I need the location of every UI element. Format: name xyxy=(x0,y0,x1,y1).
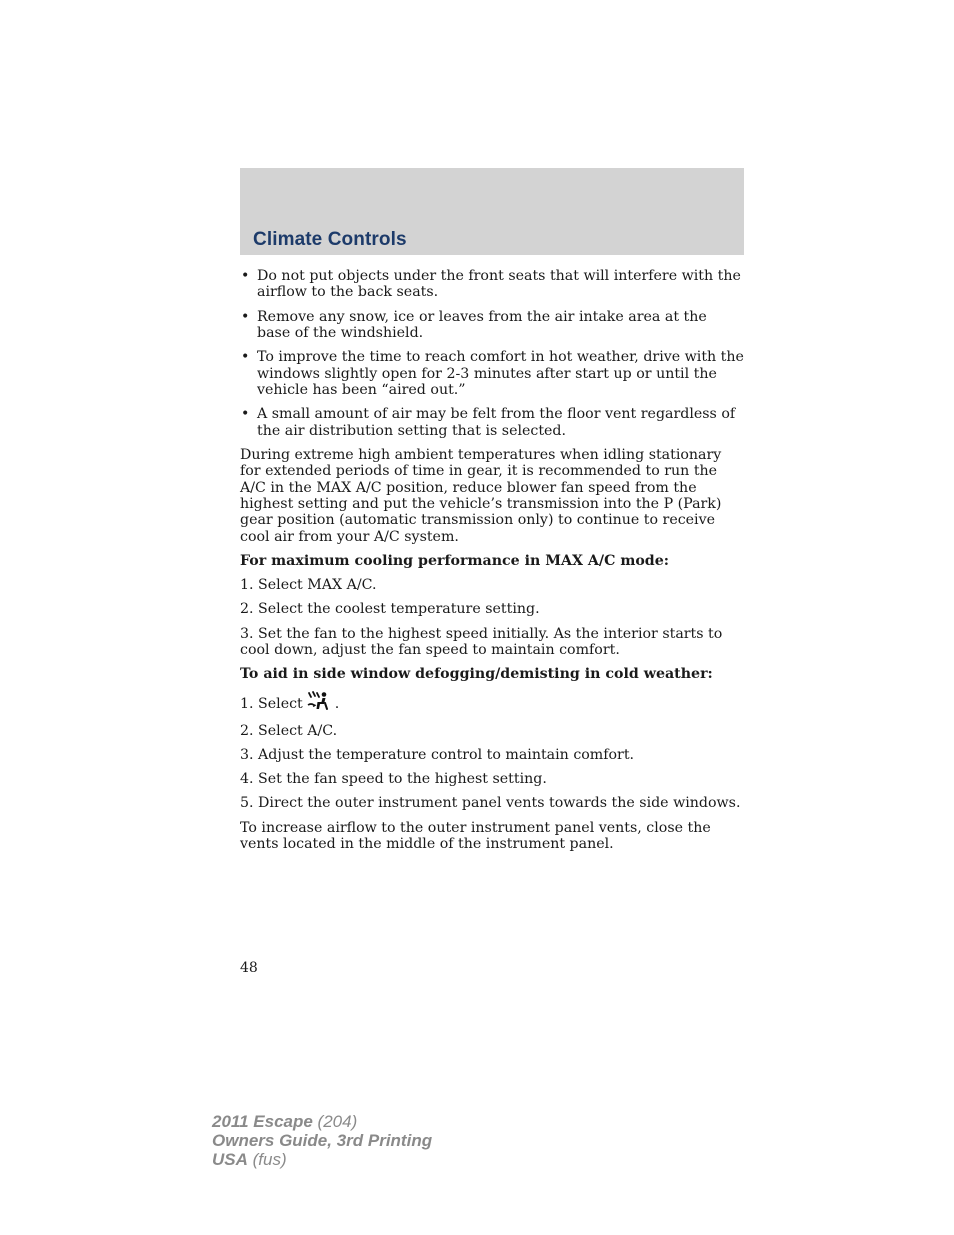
footer-line xyxy=(212,1131,432,1150)
defog-heading: To aid in side window defogging/demisting in cold weather: xyxy=(240,666,713,683)
max-cooling-heading: For maximum cooling performance in MAX A/C mode: xyxy=(240,553,669,570)
max-cooling-step: 1. Select MAX A/C. xyxy=(240,577,377,594)
bullet-icon: • xyxy=(241,308,250,325)
defog-step-prefix: 1. Select xyxy=(240,695,303,712)
footer-model-code: (204) xyxy=(312,1112,358,1131)
bullet-icon: • xyxy=(241,406,250,423)
list-item xyxy=(240,268,744,301)
defog-step-suffix: . xyxy=(334,695,340,712)
footer-model: 2011 Escape xyxy=(212,1112,313,1131)
defog-step: 3. Adjust the temperature control to maintain comfort. xyxy=(240,746,635,763)
defog-step: 5. Direct the outer instrument panel vents towards the side windows. xyxy=(240,795,741,812)
section-header-band xyxy=(240,168,744,255)
bullet-text: A small amount of air may be felt from the floor vent regardless of the air distribution setting that is selected. xyxy=(257,406,736,439)
footer-market-code: (fus) xyxy=(247,1150,287,1169)
defog-step xyxy=(240,691,744,715)
idle-paragraph: During extreme high ambient temperatures when idling stationary for extended periods of time in gear, it is recommended to run the A/C in the MAX A/C position, reduce blower fan speed from the highest setting and put the vehicle’s transmission into the P (Park) gear position (automatic transmission only) to continue to receive cool air from your A/C system. xyxy=(240,446,722,545)
list-item xyxy=(240,309,744,342)
floor-defrost-icon xyxy=(306,691,330,715)
footer xyxy=(212,1112,432,1169)
max-cooling-step: 3. Set the fan to the highest speed initially. As the interior starts to cool down, adjust the fan speed to maintain comfort. xyxy=(240,625,723,659)
footer-line xyxy=(212,1112,432,1131)
page-number: 48 xyxy=(240,960,258,976)
tips-bullet-list xyxy=(240,268,744,439)
defog-step: 4. Set the fan speed to the highest setting. xyxy=(240,771,547,788)
bullet-icon: • xyxy=(241,268,250,284)
max-cooling-step: 2. Select the coolest temperature setting. xyxy=(240,601,540,618)
list-item xyxy=(240,349,744,398)
footer-market: USA xyxy=(212,1150,248,1169)
bullet-text: Remove any snow, ice or leaves from the air intake area at the base of the windshield. xyxy=(257,308,707,342)
footer-guide: Owners Guide, 3rd Printing xyxy=(212,1131,433,1150)
airflow-paragraph: To increase airflow to the outer instrument panel vents, close the vents located in the middle of the instrument panel. xyxy=(240,819,711,852)
defog-step: 2. Select A/C. xyxy=(240,722,338,739)
list-item xyxy=(240,406,744,439)
bullet-text: To improve the time to reach comfort in hot weather, drive with the windows slightly open for 2-3 minutes after start up or until the vehicle has been “aired out.” xyxy=(257,349,744,399)
section-title: Climate Controls xyxy=(253,229,407,250)
bullet-icon: • xyxy=(241,349,250,366)
page-content xyxy=(240,268,744,860)
bullet-text: Do not put objects under the front seats that will interfere with the airflow to the back seats. xyxy=(257,268,741,301)
footer-line xyxy=(212,1150,432,1169)
